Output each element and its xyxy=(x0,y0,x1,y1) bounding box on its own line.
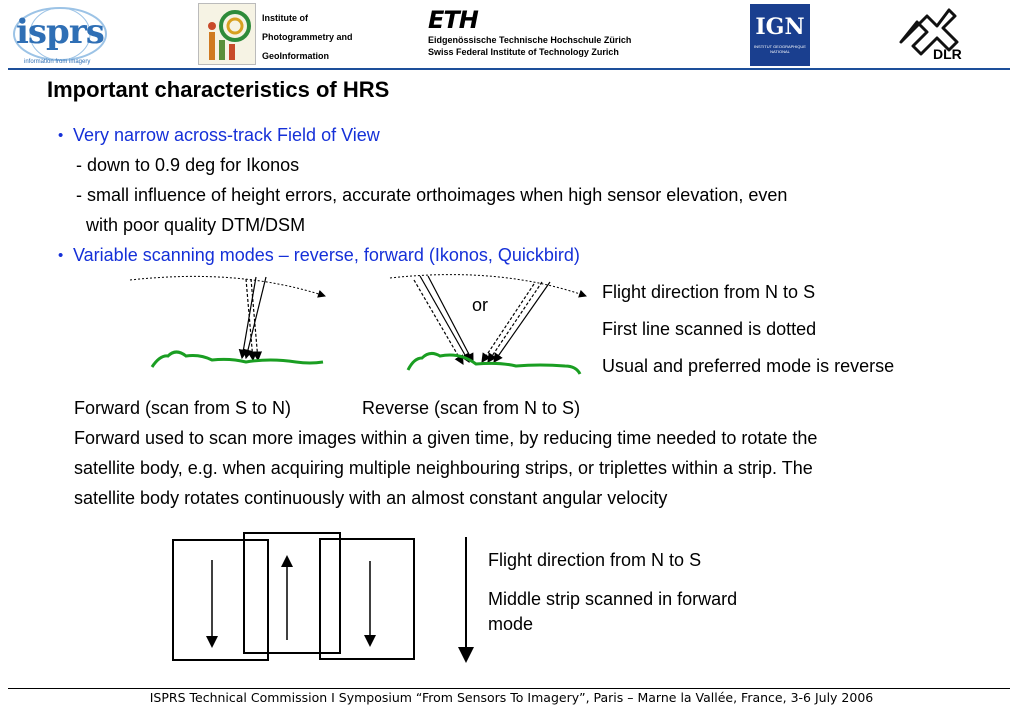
scan-ray-solid xyxy=(420,276,469,362)
eth-logo xyxy=(428,6,648,66)
ign-logo xyxy=(750,4,810,66)
bullet-dot: • xyxy=(58,127,64,144)
eth-wordmark: ETH xyxy=(428,6,478,34)
terrain-forward xyxy=(152,352,323,367)
diagram-note: mode xyxy=(488,614,534,634)
isprs-wordmark: isprs xyxy=(16,12,104,52)
dlr-wordmark: DLR xyxy=(933,46,962,62)
strip-middle xyxy=(244,533,340,653)
ipi-name xyxy=(262,9,382,66)
or-label: or xyxy=(472,295,489,315)
scan-ray-solid xyxy=(494,282,550,362)
caption-forward: Forward (scan from S to N) xyxy=(74,398,292,418)
flight-path-reverse xyxy=(390,275,586,296)
diagram-note: Usual and preferred mode is reverse xyxy=(602,356,895,376)
page-title: Important characteristics of HRS xyxy=(47,77,390,102)
ipi-logo xyxy=(198,3,256,65)
scan-ray-dotted xyxy=(482,284,534,362)
diagram-note: Middle strip scanned in forward xyxy=(488,589,738,609)
diagram-note: Flight direction from N to S xyxy=(488,550,702,570)
header-divider xyxy=(8,68,1010,70)
strip-scanning-diagram xyxy=(160,525,490,665)
diagram-note: Flight direction from N to S xyxy=(602,282,816,302)
eth-line-1: Eidgenössische Technische Hochschule Zürich xyxy=(428,35,632,45)
paragraph-line: Forward used to scan more images within a given time, by reducing time needed to rotate the xyxy=(74,428,818,448)
strip-right xyxy=(320,539,414,659)
flight-path-forward xyxy=(130,276,325,296)
scan-ray-solid xyxy=(428,276,473,362)
bullet-detail: - down to 0.9 deg for Ikonos xyxy=(76,155,300,175)
scan-ray-dotted xyxy=(251,279,258,360)
ipi-name-line: Photogrammetry and xyxy=(262,32,353,42)
isprs-logo xyxy=(10,4,110,70)
strip-left xyxy=(173,540,268,660)
bullet-heading: Variable scanning modes – reverse, forward (Ikonos, Quickbird) xyxy=(73,245,580,265)
scan-ray-dotted xyxy=(414,280,463,364)
ign-wordmark: IGN xyxy=(755,14,805,40)
isprs-tagline: information from imagery xyxy=(24,59,91,65)
diagram-note: First line scanned is dotted xyxy=(602,319,817,339)
eth-line-2: Swiss Federal Institute of Technology Zurich xyxy=(428,47,619,57)
paragraph-line: satellite body rotates continuously with an almost constant angular velocity xyxy=(74,488,668,508)
terrain-reverse xyxy=(408,353,580,374)
caption-reverse: Reverse (scan from N to S) xyxy=(362,398,581,418)
ipi-name-line: Institute of xyxy=(262,13,308,23)
ign-subtitle: INSTITUT GEOGRAPHIQUE NATIONAL xyxy=(754,44,806,54)
bullet-detail: - small influence of height errors, accurate orthoimages when high sensor elevation, even xyxy=(76,185,788,205)
scan-ray-dotted xyxy=(488,282,542,362)
ipi-name-line: GeoInformation xyxy=(262,51,329,61)
bullet-dot: • xyxy=(58,247,64,264)
scanning-modes-diagram xyxy=(120,270,600,380)
ipi-emblem-icon xyxy=(199,4,257,66)
bullet-heading: Very narrow across-track Field of View xyxy=(73,125,380,145)
footer-divider xyxy=(8,688,1010,689)
footer-text: ISPRS Technical Commission I Symposium “From Sensors To Imagery”, Paris – Marne la Vallée, France, 3-6 July 2006 xyxy=(149,690,874,705)
dlr-logo xyxy=(897,6,967,64)
paragraph-line: satellite body, e.g. when acquiring multiple neighbouring strips, or triplettes within a strip. The xyxy=(74,458,813,478)
bullet-detail: with poor quality DTM/DSM xyxy=(76,215,306,235)
